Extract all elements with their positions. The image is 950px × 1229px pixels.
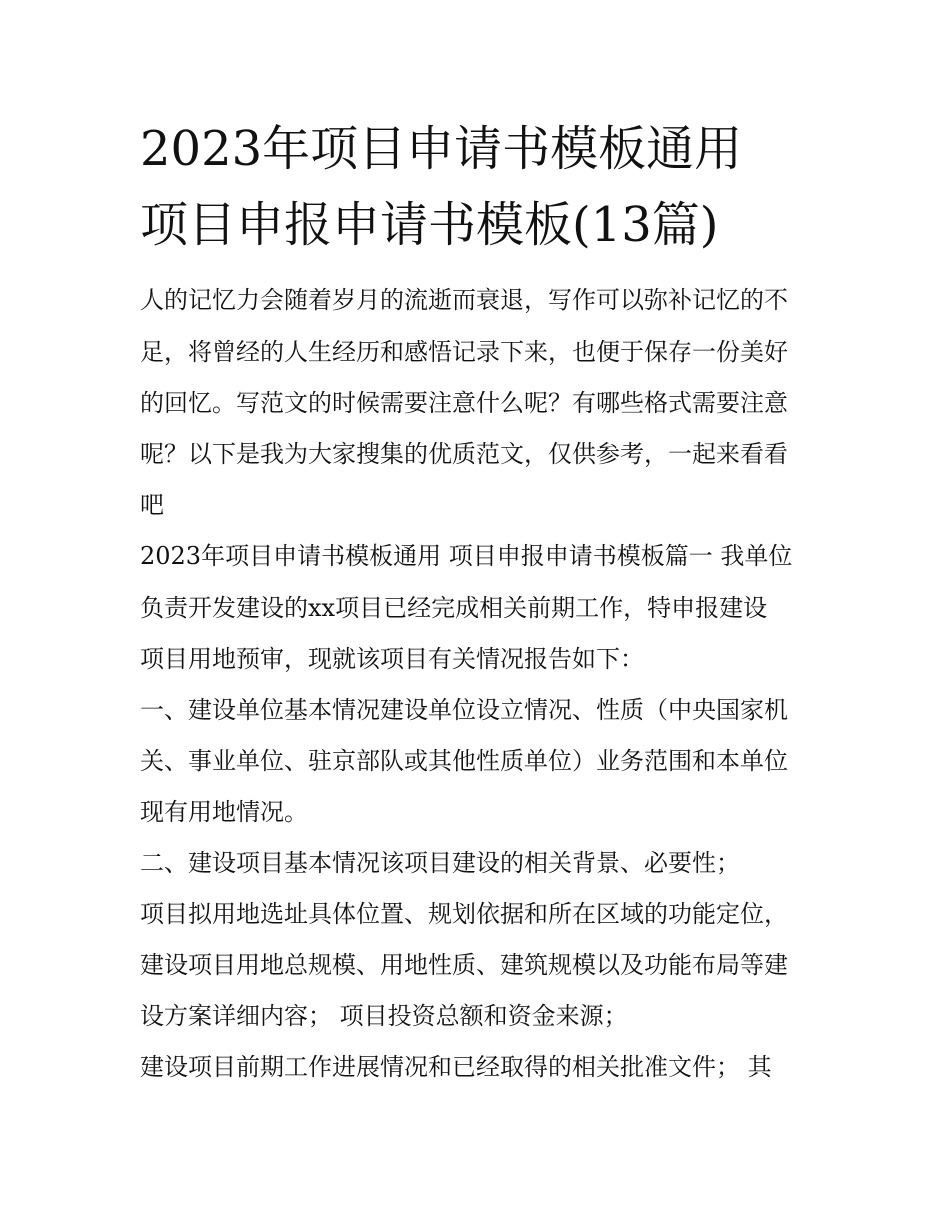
body-text-line: 二、建设项目基本情况该项目建设的相关背景、必要性； <box>140 849 740 877</box>
body-text-line: 建设项目前期工作进展情况和已经取得的相关批准文件； 其 <box>140 1053 772 1081</box>
body-text-line: 足，将曾经的人生经历和感悟记录下来，也便于保存一份美好 <box>140 338 788 366</box>
document-title-line-1: 2023年项目申请书模板通用 <box>140 121 743 177</box>
document-title-line-2: 项目申报申请书模板(13篇) <box>140 197 719 253</box>
body-text-line: 关、事业单位、驻京部队或其他性质单位）业务范围和本单位 <box>140 747 788 775</box>
body-text-line: 负责开发建设的xx项目已经完成相关前期工作，特申报建设 <box>140 594 768 622</box>
body-text-line: 2023年项目申请书模板通用 项目申报申请书模板篇一 我单位 <box>140 542 793 570</box>
body-text-line: 项目用地预审，现就该项目有关情况报告如下： <box>140 645 644 673</box>
body-text-line: 现有用地情况。 <box>140 798 308 826</box>
body-text-line: 的回忆。写范文的时候需要注意什么呢？有哪些格式需要注意 <box>140 389 788 417</box>
body-text-line: 人的记忆力会随着岁月的流逝而衰退，写作可以弥补记忆的不 <box>140 286 788 314</box>
body-text-line: 呢？以下是我为大家搜集的优质范文，仅供参考，一起来看看 <box>140 440 788 468</box>
body-text-line: 建设项目用地总规模、用地性质、建筑规模以及功能布局等建 <box>140 951 788 979</box>
body-text-line: 吧 <box>140 491 164 519</box>
body-text-line: 项目拟用地选址具体位置、规划依据和所在区域的功能定位， <box>140 900 788 928</box>
body-text-line: 一、建设单位基本情况建设单位设立情况、性质（中央国家机 <box>140 696 788 724</box>
body-text-line: 设方案详细内容； 项目投资总额和资金来源； <box>140 1002 628 1030</box>
